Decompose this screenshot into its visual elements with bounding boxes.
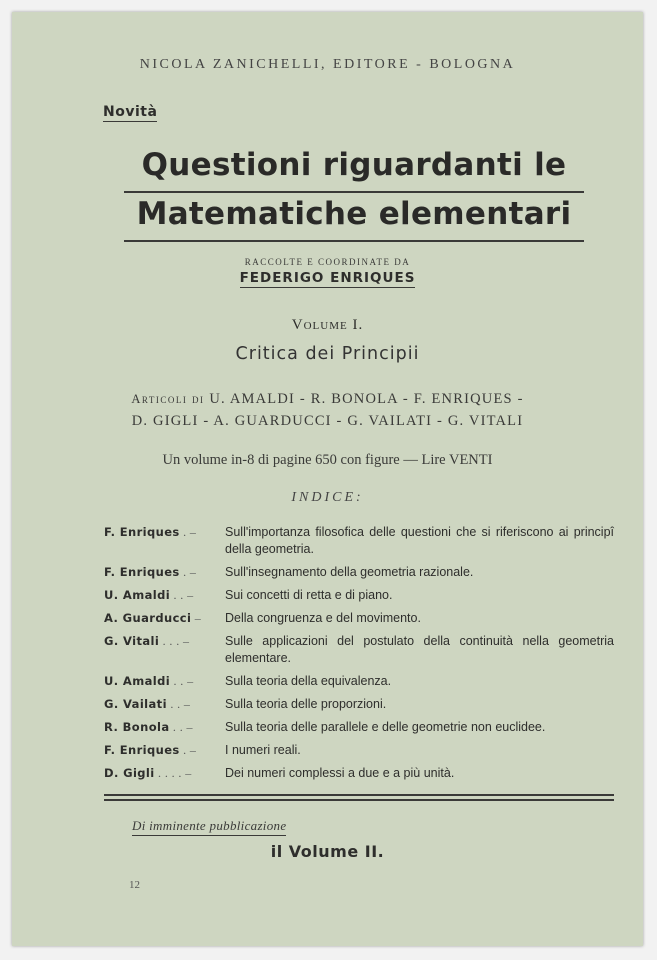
compiled-by-label: RACCOLTE E COORDINATE DA [244,257,411,267]
toc-title: Sui concetti di retta e di piano. [225,588,393,602]
toc-author: R. Bonola [104,720,170,734]
pricing-line: Un volume in-8 di pagine 650 con figure — Lire VENTI [162,452,493,468]
publisher-header: NICOLA ZANICHELLI, EDITORE - BOLOGNA [139,57,516,72]
toc-title: Sull'importanza filosofica delle questioni che si riferiscono ai principî della geometria. [225,525,614,556]
toc-leader: . . – [170,588,194,602]
toc-author: F. Enriques [104,743,180,757]
toc-leader: . . . – [159,634,190,648]
toc-author: A. Guarducci [104,611,192,625]
articles-line-1 [12,391,643,408]
toc-leader: . . – [166,697,191,711]
toc-entry [104,765,614,782]
toc-author: G. Vitali [104,634,160,648]
toc-entry [104,587,614,604]
toc-entry [104,673,614,690]
toc-leader: . – [179,525,197,539]
table-of-contents [104,524,614,788]
toc-title: Sulla teoria delle proporzioni. [225,697,387,711]
toc-author: F. Enriques [104,565,180,579]
title-line-2: Matematiche elementari [136,196,572,232]
footer-rule-1 [104,794,614,796]
toc-entry [104,742,614,759]
title-rule-2 [124,240,584,242]
volume-number: Volume I. [291,317,364,333]
toc-leader: – [191,611,202,625]
editor-name [12,270,643,286]
toc-author: D. Gigli [104,766,155,780]
toc-title: Sulle applicazioni del postulato della continuità nella geometria elementare. [225,634,614,665]
toc-leader: . – [179,565,197,579]
toc-entry [104,696,614,713]
toc-title: Sull'insegnamento della geometria razionale. [225,565,474,579]
toc-leader: . . . . – [154,766,192,780]
novelty-label: Novità [103,104,158,120]
toc-entry [104,524,614,558]
toc-entry [104,610,614,627]
title-rule-1 [124,191,584,193]
toc-entry [104,719,614,736]
title-line-1: Questioni riguardanti le [141,147,567,183]
toc-title: Sulla teoria della equivalenza. [225,674,392,688]
forthcoming-title: il Volume II. [270,842,385,861]
page-number: 12 [129,879,140,891]
toc-title: Della congruenza e del movimento. [225,611,421,625]
toc-leader: . . – [169,720,193,734]
toc-title: I numeri reali. [225,743,301,757]
book-page [12,12,643,946]
toc-title: Sulla teoria delle parallele e delle geometrie non euclidee. [225,720,546,734]
articles-authors-1: U. AMALDI - R. BONOLA - F. ENRIQUES - [209,391,524,407]
editor-name-text: FEDERIGO ENRIQUES [239,270,416,286]
toc-author: G. Vailati [104,697,167,711]
forthcoming-label: Di imminente pubblicazione [132,818,286,836]
articles-line-2: D. GIGLI - A. GUARDUCCI - G. VAILATI - G. VITALI [131,413,524,429]
toc-leader: . – [179,743,197,757]
index-heading: INDICE: [291,490,364,505]
toc-author: F. Enriques [104,525,180,539]
toc-entry [104,564,614,581]
volume-subtitle: Critica dei Principii [235,344,420,364]
toc-author: U. Amaldi [104,674,171,688]
toc-author: U. Amaldi [104,588,171,602]
articles-lead: Articoli di [131,392,205,406]
toc-title: Dei numeri complessi a due e a più unità. [225,766,455,780]
toc-leader: . . – [170,674,194,688]
footer-rule-2 [104,799,614,801]
toc-entry [104,633,614,667]
